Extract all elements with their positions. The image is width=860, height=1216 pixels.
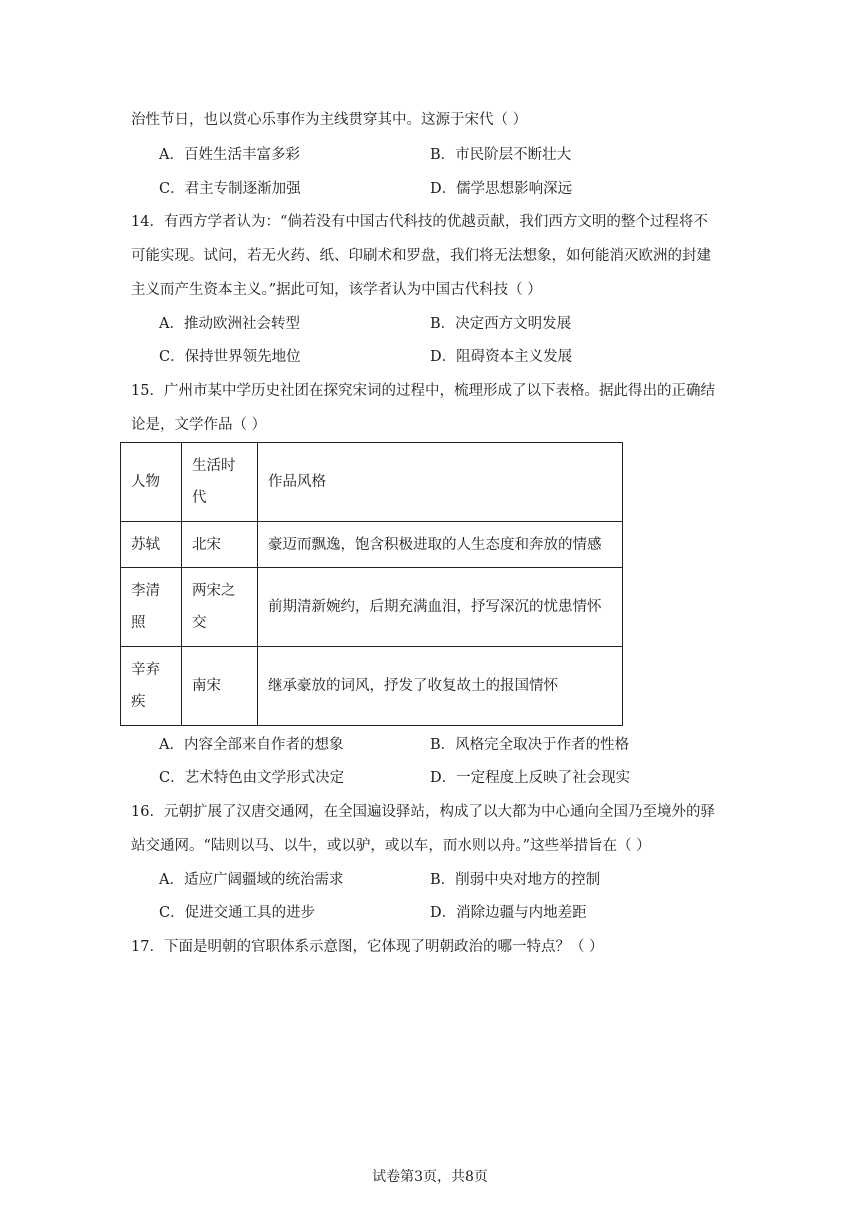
q15-stem-line-1: 15．广州市某中学历史社团在探究宋词的过程中，梳理形成了以下表格。据此得出的正确结 bbox=[131, 383, 715, 399]
q14-stem-line-1: 14．有西方学者认为：“倘若没有中国古代科技的优越贡献，我们西方文明的整个过程将不 bbox=[131, 214, 708, 230]
q16-stem-line-2: 站交通网。“陆则以马、以牛，或以驴，或以车，而水则以舟。”这些举措旨在（ ） bbox=[131, 838, 651, 854]
q13-stem-tail: 治性节日，也以赏心乐事作为主线贯穿其中。这源于宋代（ ） bbox=[131, 112, 528, 128]
cell-style: 前期清新婉约，后期充满血泪，抒写深沉的忧患情怀 bbox=[258, 568, 623, 647]
q14-option-c: C．保持世界领先地位 bbox=[159, 349, 301, 365]
table-header-row bbox=[121, 443, 623, 522]
q14-option-d: D．阻碍资本主义发展 bbox=[430, 349, 573, 365]
q15-option-b: B．风格完全取决于作者的性格 bbox=[430, 737, 630, 753]
cell-style: 豪迈而飘逸，饱含积极进取的人生态度和奔放的情感 bbox=[258, 522, 623, 568]
q15-option-d: D．一定程度上反映了社会现实 bbox=[430, 770, 631, 786]
header-era: 生活时代 bbox=[182, 443, 258, 522]
q14-stem-line-2: 可能实现。试问，若无火药、纸、印刷术和罗盘，我们将无法想象，如何能消灭欧洲的封建 bbox=[131, 248, 711, 264]
q16-option-a: A．适应广阔疆域的统治需求 bbox=[159, 872, 344, 888]
table-row bbox=[121, 647, 623, 726]
q16-option-b: B．削弱中央对地方的控制 bbox=[430, 872, 601, 888]
cell-person: 苏轼 bbox=[121, 522, 182, 568]
q14-stem-line-3: 主义而产生资本主义。”据此可知，该学者认为中国古代科技（ ） bbox=[131, 282, 542, 298]
q16-stem-line-1: 16．元朝扩展了汉唐交通网，在全国遍设驿站，构成了以大都为中心通向全国乃至境外的驿 bbox=[131, 804, 715, 820]
q13-option-a: A．百姓生活丰富多彩 bbox=[159, 147, 300, 163]
q14-option-a: A．推动欧洲社会转型 bbox=[159, 316, 300, 332]
cell-person: 李清照 bbox=[121, 568, 182, 647]
cell-era: 北宋 bbox=[182, 522, 258, 568]
q15-option-a: A．内容全部来自作者的想象 bbox=[159, 737, 344, 753]
q13-option-d: D．儒学思想影响深远 bbox=[430, 181, 573, 197]
q17-stem: 17．下面是明朝的官职体系示意图，它体现了明朝政治的哪一特点？（ ） bbox=[131, 939, 604, 955]
cell-era: 两宋之交 bbox=[182, 568, 258, 647]
cell-style: 继承豪放的词风，抒发了收复故土的报国情怀 bbox=[258, 647, 623, 726]
cell-era: 南宋 bbox=[182, 647, 258, 726]
q13-option-c: C．君主专制逐渐加强 bbox=[159, 181, 301, 197]
q14-option-b: B．决定西方文明发展 bbox=[430, 316, 572, 332]
q16-option-c: C．促进交通工具的进步 bbox=[159, 905, 316, 921]
literature-table bbox=[120, 442, 623, 726]
q16-option-d: D．消除边疆与内地差距 bbox=[430, 905, 587, 921]
table-row bbox=[121, 522, 623, 568]
header-person: 人物 bbox=[121, 443, 182, 522]
q15-option-c: C．艺术特色由文学形式决定 bbox=[159, 770, 345, 786]
table-row bbox=[121, 568, 623, 647]
cell-person: 辛弃疾 bbox=[121, 647, 182, 726]
q15-stem-line-2: 论是，文学作品（ ） bbox=[131, 417, 267, 433]
q13-option-b: B．市民阶层不断壮大 bbox=[430, 147, 572, 163]
header-style: 作品风格 bbox=[258, 443, 623, 522]
page-footer: 试卷第3页，共8页 bbox=[372, 1169, 488, 1185]
